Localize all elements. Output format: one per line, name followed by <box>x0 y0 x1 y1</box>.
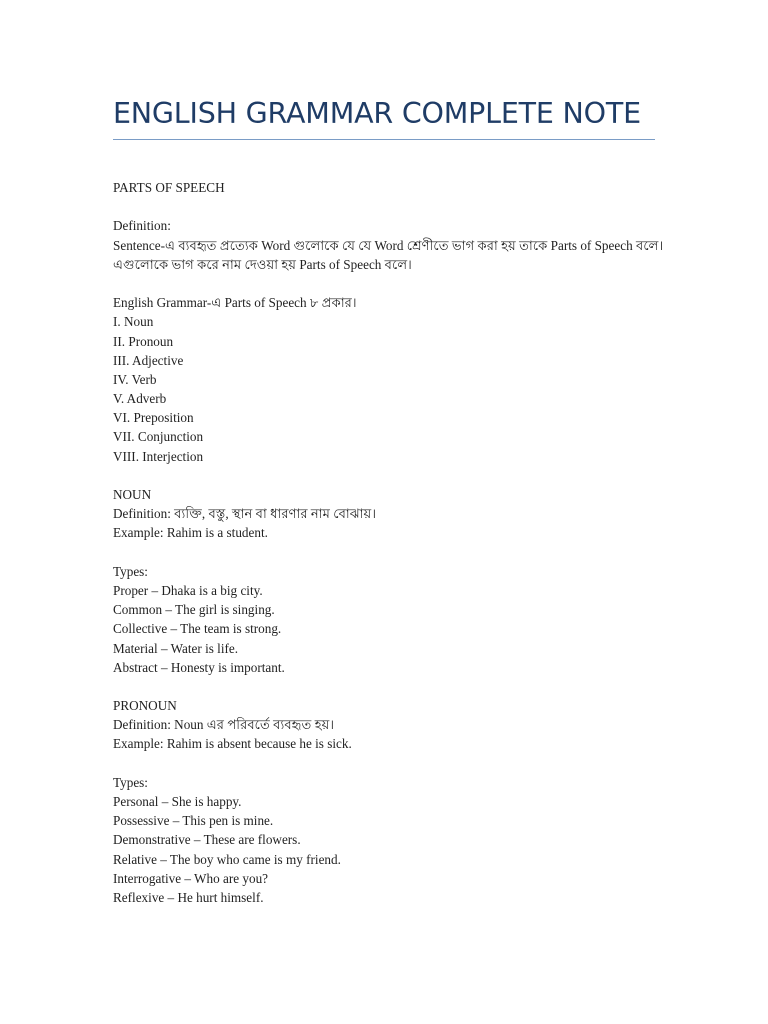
pronoun-example: Example: Rahim is absent because he is sick. <box>113 736 352 752</box>
pronoun-type-item: Interrogative – Who are you? <box>113 870 269 886</box>
noun-type-item: Collective – The team is strong. <box>113 621 282 637</box>
parts-list-item: VII. Conjunction <box>113 429 204 445</box>
document-title: ENGLISH GRAMMAR COMPLETE NOTE <box>113 97 641 130</box>
definition-text-line-2: এগুলোকে ভাগ করে নাম দেওয়া হয় Parts of Speech বলে। <box>113 256 412 272</box>
pronoun-heading: PRONOUN <box>113 698 177 714</box>
title-underline <box>113 139 655 140</box>
noun-example: Example: Rahim is a student. <box>113 525 268 541</box>
spacer <box>113 274 655 293</box>
noun-types-label: Types: <box>113 563 148 579</box>
pronoun-type-item: Reflexive – He hurt himself. <box>113 889 264 905</box>
parts-list-item: II. Pronoun <box>113 333 174 349</box>
parts-list-item: VI. Preposition <box>113 410 194 426</box>
parts-list-item: I. Noun <box>113 314 154 330</box>
spacer <box>113 466 655 485</box>
parts-list-item: V. Adverb <box>113 391 167 407</box>
parts-list-item: IV. Verb <box>113 371 157 387</box>
pronoun-types-label: Types: <box>113 774 148 790</box>
noun-type-item: Abstract – Honesty is important. <box>113 659 285 675</box>
noun-type-item: Material – Water is life. <box>113 640 239 656</box>
noun-definition: Definition: ব্যক্তি, বস্তু, স্থান বা ধারণার নাম বোঝায়। <box>113 506 377 522</box>
noun-type-item: Common – The girl is singing. <box>113 602 275 618</box>
parts-list-item: VIII. Interjection <box>113 448 204 464</box>
pronoun-type-item: Possessive – This pen is mine. <box>113 813 274 829</box>
spacer <box>113 677 655 696</box>
pronoun-type-item: Demonstrative – These are flowers. <box>113 832 301 848</box>
document-body <box>113 178 664 907</box>
pronoun-type-item: Personal – She is happy. <box>113 794 242 809</box>
spacer <box>113 754 655 773</box>
parts-list-intro: English Grammar-এ Parts of Speech ৮ প্রকার। <box>113 295 357 311</box>
definition-text-line-1: Sentence-এ ব্যবহৃত প্রত্যেক Word গুলোকে যে যে Word শ্রেণীতে ভাগ করা হয় তাকে Parts of Speech বলে। <box>113 237 664 253</box>
spacer <box>113 543 655 562</box>
spacer <box>113 197 655 216</box>
noun-heading: NOUN <box>113 487 152 502</box>
pronoun-definition: Definition: Noun এর পরিবর্তে ব্যবহৃত হয়। <box>113 717 335 733</box>
pronoun-type-item: Relative – The boy who came is my friend. <box>113 851 341 867</box>
parts-of-speech-heading: PARTS OF SPEECH <box>113 180 225 195</box>
noun-type-item: Proper – Dhaka is a big city. <box>113 582 263 598</box>
parts-list-item: III. Adjective <box>113 352 184 368</box>
definition-label: Definition: <box>113 218 171 234</box>
